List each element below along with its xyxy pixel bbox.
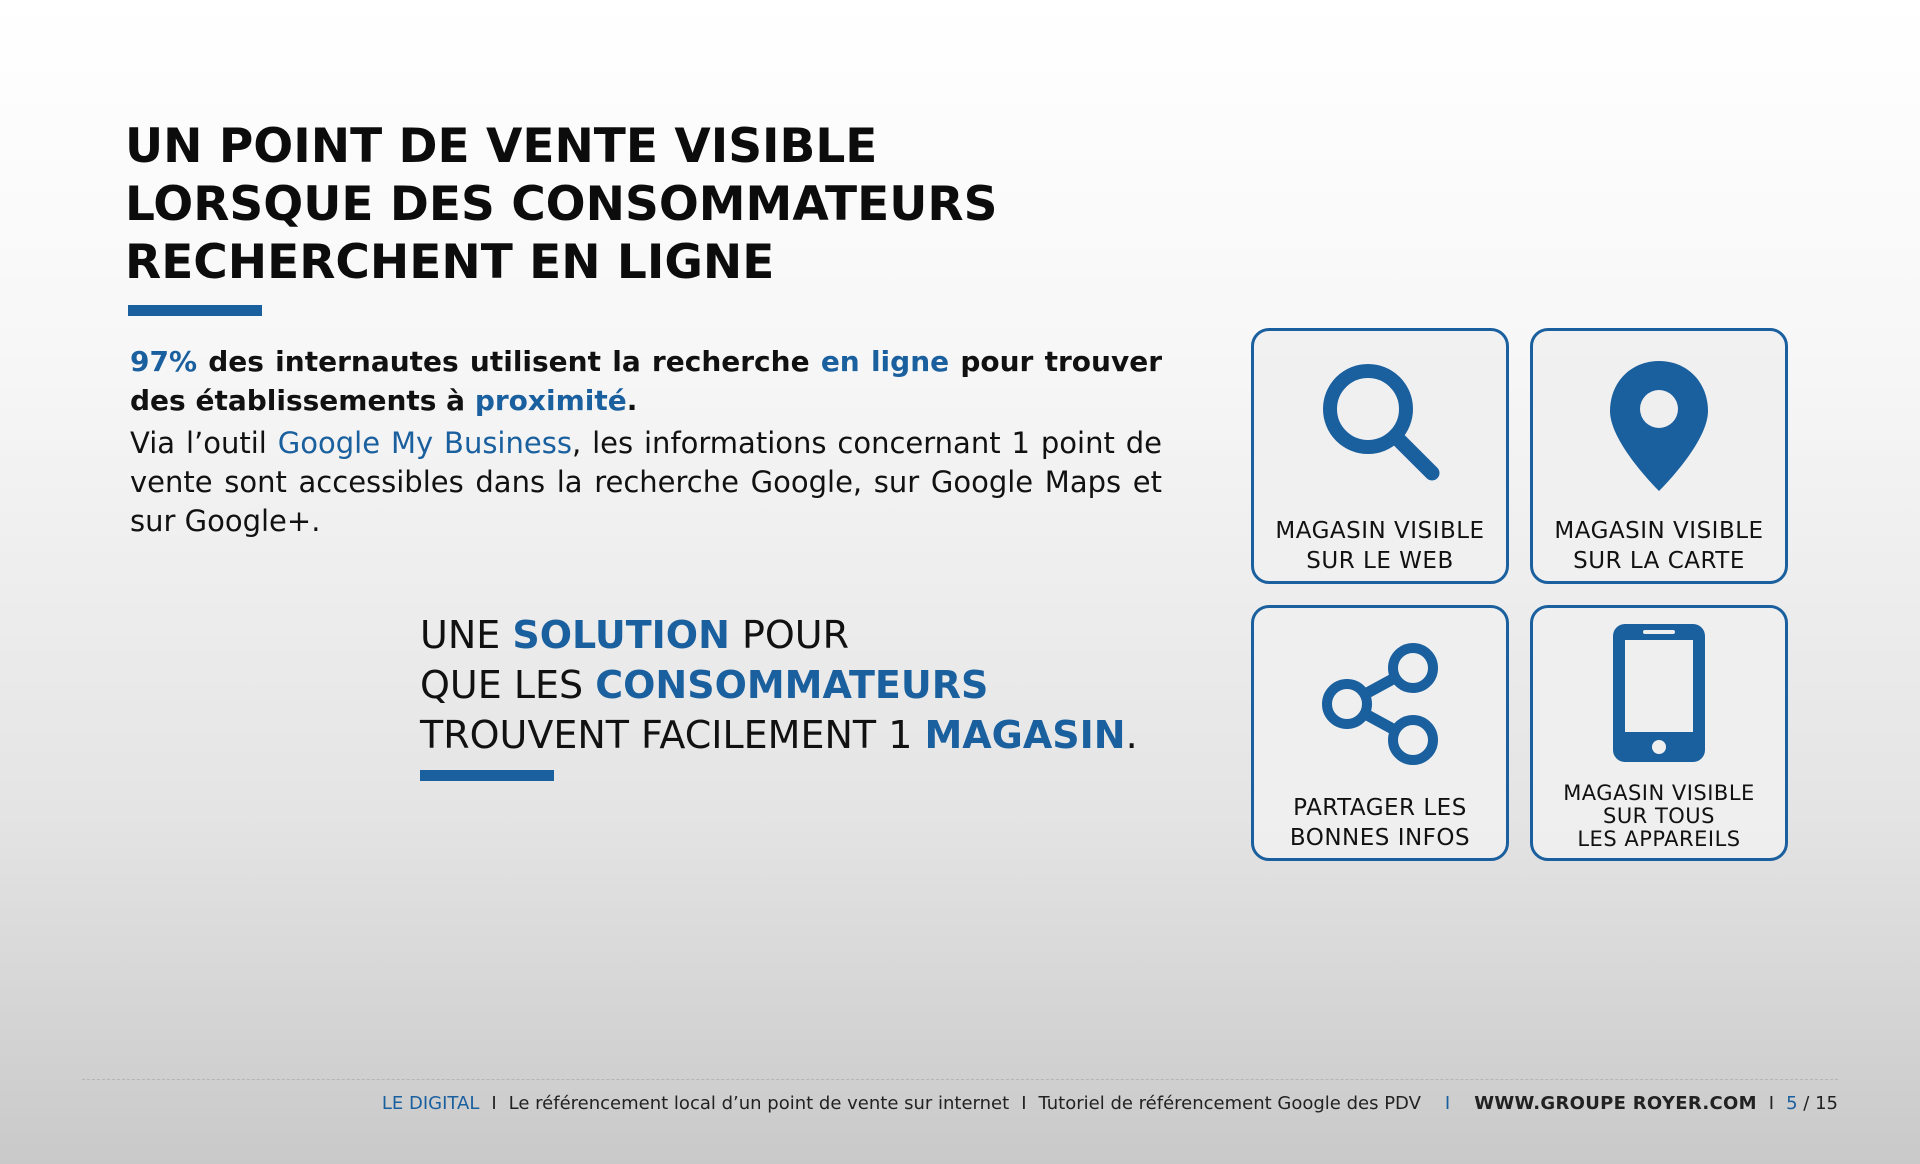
footer-website-link[interactable]: WWW.GROUPE ROYER.COM bbox=[1474, 1093, 1757, 1114]
highlight-online: en ligne bbox=[820, 345, 950, 378]
solution-statement bbox=[420, 610, 1138, 760]
page-number: 5 bbox=[1786, 1093, 1798, 1114]
sol-highlight-solution: SOLUTION bbox=[512, 613, 730, 657]
card-label bbox=[1533, 516, 1785, 576]
solution-line-1 bbox=[420, 610, 1138, 660]
intro-body bbox=[130, 424, 1162, 541]
smartphone-icon bbox=[1609, 620, 1709, 766]
footer-subtitle: Le référencement local d’un point de vente sur internet bbox=[508, 1093, 1010, 1114]
sol-text: UNE bbox=[420, 613, 513, 657]
footer-separator: I bbox=[1021, 1093, 1027, 1114]
share-icon bbox=[1315, 638, 1445, 768]
sol-highlight-consumers: CONSOMMATEURS bbox=[595, 663, 989, 707]
highlight-gmb: Google My Business bbox=[277, 426, 572, 460]
card-label-line: SUR LA CARTE bbox=[1573, 548, 1745, 574]
intro-lead bbox=[130, 342, 1162, 420]
title-line-3: RECHERCHENT EN LIGNE bbox=[125, 235, 775, 290]
footer-divider bbox=[82, 1079, 1838, 1080]
page-title bbox=[125, 118, 997, 292]
intro-paragraph bbox=[130, 342, 1162, 541]
body-text-2: , les informations concernant 1 point de vente sont accessibles dans la recherche Google, sur Google Maps et sur Google+. bbox=[130, 426, 1162, 538]
page-total: / 15 bbox=[1803, 1093, 1838, 1114]
card-share-info bbox=[1251, 605, 1509, 861]
sol-highlight-store: MAGASIN bbox=[924, 713, 1126, 757]
card-label-line: MAGASIN VISIBLE bbox=[1563, 781, 1755, 805]
stat-percentage: 97% bbox=[130, 345, 198, 378]
title-underline bbox=[128, 305, 262, 316]
card-label-line: LES APPAREILS bbox=[1577, 827, 1741, 851]
card-label-line: MAGASIN VISIBLE bbox=[1275, 518, 1485, 544]
card-label-line: BONNES INFOS bbox=[1289, 825, 1471, 851]
footer bbox=[382, 1093, 1838, 1114]
lead-text-2: pour trouver des établissements à bbox=[130, 345, 1163, 417]
solution-line-3 bbox=[420, 710, 1138, 760]
map-pin-icon bbox=[1604, 357, 1714, 497]
lead-end: . bbox=[626, 384, 638, 417]
footer-section: LE DIGITAL bbox=[381, 1093, 480, 1114]
sol-text: QUE LES bbox=[420, 663, 596, 707]
card-visible-web bbox=[1251, 328, 1509, 584]
card-label-line: MAGASIN VISIBLE bbox=[1554, 518, 1764, 544]
solution-line-2 bbox=[420, 660, 1138, 710]
lead-text: des internautes utilisent la recherche bbox=[197, 345, 821, 378]
search-icon bbox=[1310, 353, 1450, 493]
card-visible-map bbox=[1530, 328, 1788, 584]
card-label-line: PARTAGER LES bbox=[1293, 795, 1467, 821]
title-line-2: LORSQUE DES CONSOMMATEURS bbox=[125, 177, 998, 232]
footer-separator: I bbox=[1444, 1093, 1451, 1114]
sol-text: TROUVENT FACILEMENT 1 bbox=[420, 713, 925, 757]
footer-separator: I bbox=[1768, 1093, 1775, 1114]
body-text: Via l’outil bbox=[130, 426, 278, 460]
highlight-proximity: proximité bbox=[474, 384, 627, 417]
footer-separator: I bbox=[491, 1093, 497, 1114]
solution-underline bbox=[420, 770, 554, 781]
card-label bbox=[1254, 793, 1506, 853]
card-visible-devices bbox=[1530, 605, 1788, 861]
card-label bbox=[1533, 782, 1785, 851]
sol-text: . bbox=[1125, 713, 1138, 757]
card-label-line: SUR TOUS bbox=[1602, 804, 1716, 828]
footer-tutorial: Tutoriel de référencement Google des PDV bbox=[1038, 1093, 1421, 1114]
title-line-1: UN POINT DE VENTE VISIBLE bbox=[125, 119, 878, 174]
card-label-line: SUR LE WEB bbox=[1306, 548, 1454, 574]
sol-text: POUR bbox=[729, 613, 850, 657]
card-label bbox=[1254, 516, 1506, 576]
